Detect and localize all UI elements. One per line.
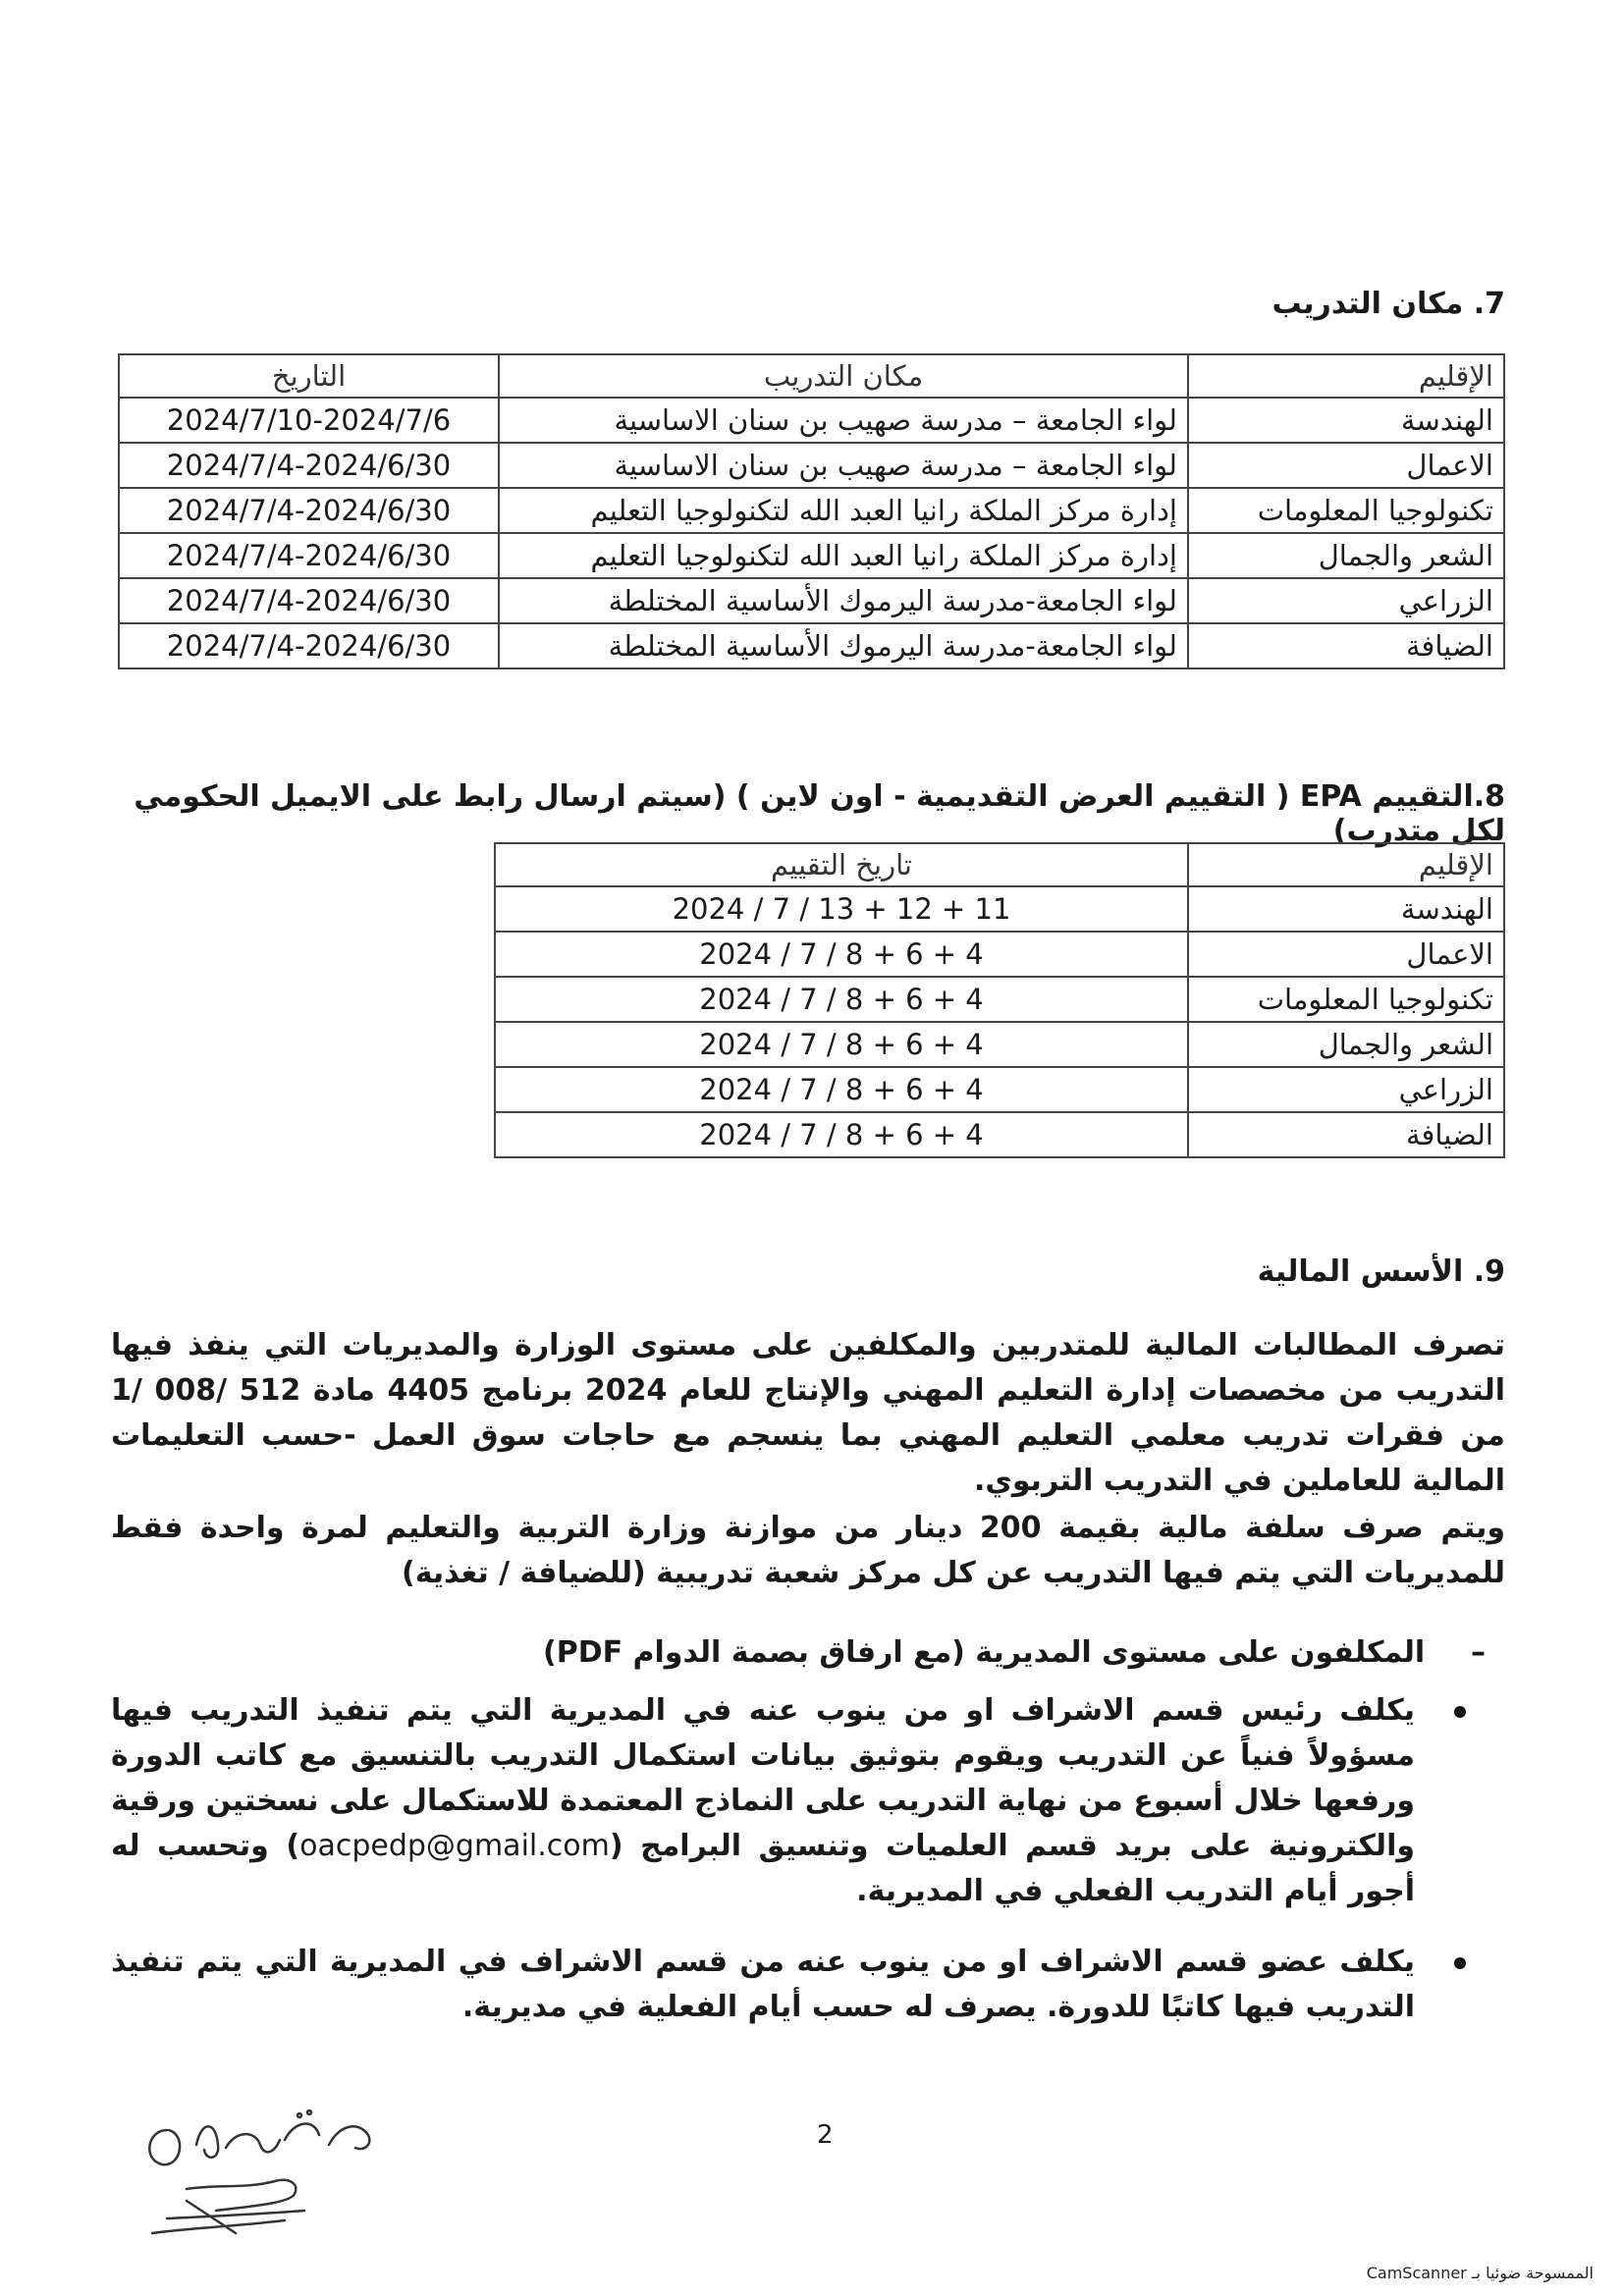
cell-region: الزراعي — [1188, 1067, 1504, 1112]
cell-place: إدارة مركز الملكة رانيا العبد الله لتكنولوجيا التعليم — [499, 488, 1188, 533]
cell-date: 2024/7/4-2024/6/30 — [119, 533, 499, 578]
cell-eval-date: 2024 / 7 / 8 + 6 + 4 — [495, 977, 1188, 1022]
cell-date: 2024/7/4-2024/6/30 — [119, 578, 499, 623]
eval-header-region: الإقليم — [1188, 843, 1504, 886]
cell-place: لواء الجامعة – مدرسة صهيب بن سنان الاساسية — [499, 443, 1188, 488]
bullet-icon — [1454, 1706, 1466, 1718]
cell-region: الهندسة — [1188, 398, 1504, 443]
cell-region: الهندسة — [1188, 886, 1504, 932]
cell-region: الضيافة — [1188, 1112, 1504, 1157]
section9-title: 9. الأسس المالية — [1257, 1255, 1505, 1289]
bullet-item-1 — [111, 1688, 1466, 1914]
cell-region: الاعمال — [1188, 443, 1504, 488]
cell-eval-date: 2024 / 7 / 13 + 12 + 11 — [495, 886, 1188, 932]
table-row — [119, 578, 1504, 623]
table-row — [119, 533, 1504, 578]
header-place: مكان التدريب — [499, 354, 1188, 398]
cell-date: 2024/7/4-2024/6/30 — [119, 443, 499, 488]
header-region: الإقليم — [1188, 354, 1504, 398]
scanner-watermark: الممسوحة ضوئيا بـ CamScanner — [1366, 2264, 1594, 2282]
cell-place: لواء الجامعة-مدرسة اليرموك الأساسية المختلطة — [499, 578, 1188, 623]
dash-item-text: المكلفون على مستوى المديرية (مع ارفاق بصمة الدوام PDF) — [542, 1635, 1426, 1670]
table-row — [495, 1067, 1504, 1112]
cell-date: 2024/7/10-2024/7/6 — [119, 398, 499, 443]
section8-title: 8.التقييم EPA ( التقييم العرض التقديمية - اون لاين ) (سيتم ارسال رابط على الايميل الحكومي لكل متدرب) — [134, 779, 1505, 848]
table-row — [495, 886, 1504, 932]
bullet-2-text: يكلف عضو قسم الاشراف او من ينوب عنه من قسم الاشراف في المديرية التي يتم تنفيذ التدريب فيها كاتبًا للدورة. يصرف له حسب أيام الفعلية في مديرية. — [111, 1945, 1415, 2024]
cell-place: إدارة مركز الملكة رانيا العبد الله لتكنولوجيا التعليم — [499, 533, 1188, 578]
cell-eval-date: 2024 / 7 / 8 + 6 + 4 — [495, 1067, 1188, 1112]
training-location-table — [118, 353, 1505, 669]
evaluation-table — [494, 842, 1505, 1158]
financial-paragraph-1: تصرف المطالبات المالية للمتدربين والمكلفين على مستوى الوزارة والمديريات التي ينفذ فيها التدريب من مخصصات إدارة التعليم المهني والإنتاج للعام 2024 برنامج 4405 مادة 512 /008 /1 من فقرات تدريب معلمي التعليم المهني بما ينسجم مع حاجات سوق العمل -حسب التعليمات المالية للعاملين في التدريب التربوي. — [111, 1328, 1506, 1498]
bullet-icon — [1454, 1957, 1466, 1969]
header-date: التاريخ — [119, 354, 499, 398]
table-row — [119, 623, 1504, 668]
financial-paragraph-2: ويتم صرف سلفة مالية بقيمة 200 دينار من موازنة وزارة التربية والتعليم لمرة واحدة فقط للمديريات التي يتم فيها التدريب عن كل مركز شعبة تدريبية (للضيافة / تغذية) — [111, 1511, 1506, 1590]
dash-marker: – — [1430, 1635, 1486, 1670]
eval-header-date: تاريخ التقييم — [495, 843, 1188, 886]
cell-region: تكنولوجيا المعلومات — [1188, 977, 1504, 1022]
table-row — [119, 398, 1504, 443]
cell-place: لواء الجامعة-مدرسة اليرموك الأساسية المختلطة — [499, 623, 1188, 668]
cell-eval-date: 2024 / 7 / 8 + 6 + 4 — [495, 1112, 1188, 1157]
table-row — [495, 932, 1504, 977]
bullet-1-text: يكلف رئيس قسم الاشراف او من ينوب عنه في المديرية التي يتم تنفيذ التدريب فيها مسؤولاً فنياً عن التدريب ويقوم بتوثيق بيانات استكمال التدريب بالتنسيق مع كاتب الدورة ورفعها خلال أسبوع من نهاية التدريب على النماذج المعتمدة للاستكمال على نسختين ورقية والكترونية على بريد قسم العلميات وتنسيق البرامج (oacpedp@gmail.com) وتحسب له أجور أيام التدريب الفعلي في المديرية. — [111, 1693, 1415, 1908]
table-row — [495, 1022, 1504, 1067]
dash-item — [543, 1635, 1486, 1670]
cell-eval-date: 2024 / 7 / 8 + 6 + 4 — [495, 932, 1188, 977]
section7-title: 7. مكان التدريب — [1271, 287, 1505, 321]
cell-place: لواء الجامعة – مدرسة صهيب بن سنان الاساسية — [499, 398, 1188, 443]
cell-eval-date: 2024 / 7 / 8 + 6 + 4 — [495, 1022, 1188, 1067]
signature-image — [128, 2091, 422, 2248]
cell-region: الشعر والجمال — [1188, 533, 1504, 578]
cell-region: الضيافة — [1188, 623, 1504, 668]
bullet-item-2 — [111, 1940, 1466, 2030]
table-row — [119, 488, 1504, 533]
cell-region: الاعمال — [1188, 932, 1504, 977]
table-row — [495, 1112, 1504, 1157]
cell-region: الشعر والجمال — [1188, 1022, 1504, 1067]
table-row — [495, 977, 1504, 1022]
cell-region: تكنولوجيا المعلومات — [1188, 488, 1504, 533]
cell-region: الزراعي — [1188, 578, 1504, 623]
cell-date: 2024/7/4-2024/6/30 — [119, 488, 499, 533]
table-row — [119, 443, 1504, 488]
page-number: 2 — [817, 2120, 834, 2150]
email-link[interactable]: oacpedp@gmail.com — [299, 1829, 610, 1863]
cell-date: 2024/7/4-2024/6/30 — [119, 623, 499, 668]
